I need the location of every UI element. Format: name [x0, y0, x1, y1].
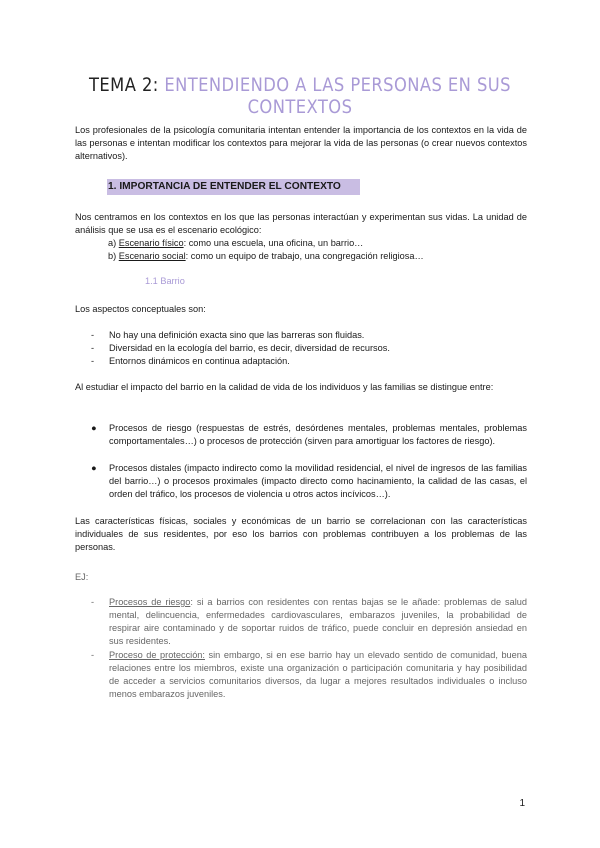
list-item-a: a) Escenario físico: como una escuela, una oficina, un barrio…: [108, 238, 364, 248]
intro-paragraph: Los profesionales de la psicología comunitaria intentan entender la importancia de los contextos en la vida de las personas e intentan modificar los contextos para mejorar la vida de las personas (o crear nuevos contextos alternativos).: [75, 125, 527, 161]
bullet-item: Procesos distales (impacto indirecto como la movilidad residencial, el nivel de ingresos de las familias del barrio…) o procesos proximales (impacto directo como hacinamiento, la calidad de las casas, el orden del tráfico, los procesos de violencia u otros actos incívicos…).: [109, 463, 527, 499]
dash-marker: -: [91, 650, 95, 660]
subsection-heading: 1.1 Barrio: [145, 276, 185, 286]
page-number: 1: [519, 798, 525, 809]
correlation-paragraph: Las características físicas, sociales y económicas de un barrio se correlacionan con las características individuales de sus residentes, por eso los barrios con problemas contribuyen a los problemas de las personas.: [75, 516, 527, 552]
list-item-b: b) Escenario social: como un equipo de trabajo, una congregación religiosa…: [108, 251, 424, 261]
bullet-marker: ●: [91, 463, 97, 473]
example-risk: Procesos de riesgo: si a barrios con residentes con rentas bajas se le añade: problemas de salud mental, delincuencia, enfermedades cardiovasculares, embarazos juveniles, la probabilidad de respirar aire contaminado y de soportar ruidos de tráfico, puede concluir en depresión ansiedad en sus residentes.: [109, 597, 527, 646]
dash-marker: -: [91, 356, 95, 366]
bullet-marker: ●: [91, 423, 97, 433]
context-paragraph: Nos centramos en los contextos en los que las personas interactúan y experimentan sus vidas. La unidad de análisis que se usa es el escenario ecológico:: [75, 212, 527, 235]
section-heading: 1. IMPORTANCIA DE ENTENDER EL CONTEXTO: [107, 179, 360, 195]
aspect-item: Entornos dinámicos en continua adaptación.: [109, 356, 290, 366]
bullet-item: Procesos de riesgo (respuestas de estrés, desórdenes mentales, problemas mentales, problemas comportamentales…) o procesos de protección (sirven para amortiguar los factores de riesgo).: [109, 423, 527, 446]
example-protection: Proceso de protección: sin embargo, si en ese barrio hay un elevado sentido de comunidad, buena relaciones entre los miembros, existe una organización o participación comunitaria y hay posibilidad de acceder a servicios comunitarios diversos, da lugar a mejores resultados individuales o incluso menos embarazos juveniles.: [109, 650, 527, 699]
dash-marker: -: [91, 330, 95, 340]
title-prefix: TEMA 2:: [89, 74, 165, 96]
aspect-item: Diversidad en la ecología del barrio, es decir, diversidad de recursos.: [109, 343, 390, 353]
page-title: [42, 74, 558, 118]
example-label: EJ:: [75, 572, 89, 582]
dash-marker: -: [91, 597, 95, 607]
dash-marker: -: [91, 343, 95, 353]
aspect-item: No hay una definición exacta sino que las barreras son fluidas.: [109, 330, 365, 340]
impact-intro: Al estudiar el impacto del barrio en la calidad de vida de los individuos y las familias se distingue entre:: [75, 382, 494, 392]
title-main: ENTENDIENDO A LAS PERSONAS EN SUS CONTEXTOS: [164, 74, 511, 118]
aspects-intro: Los aspectos conceptuales son:: [75, 304, 206, 314]
